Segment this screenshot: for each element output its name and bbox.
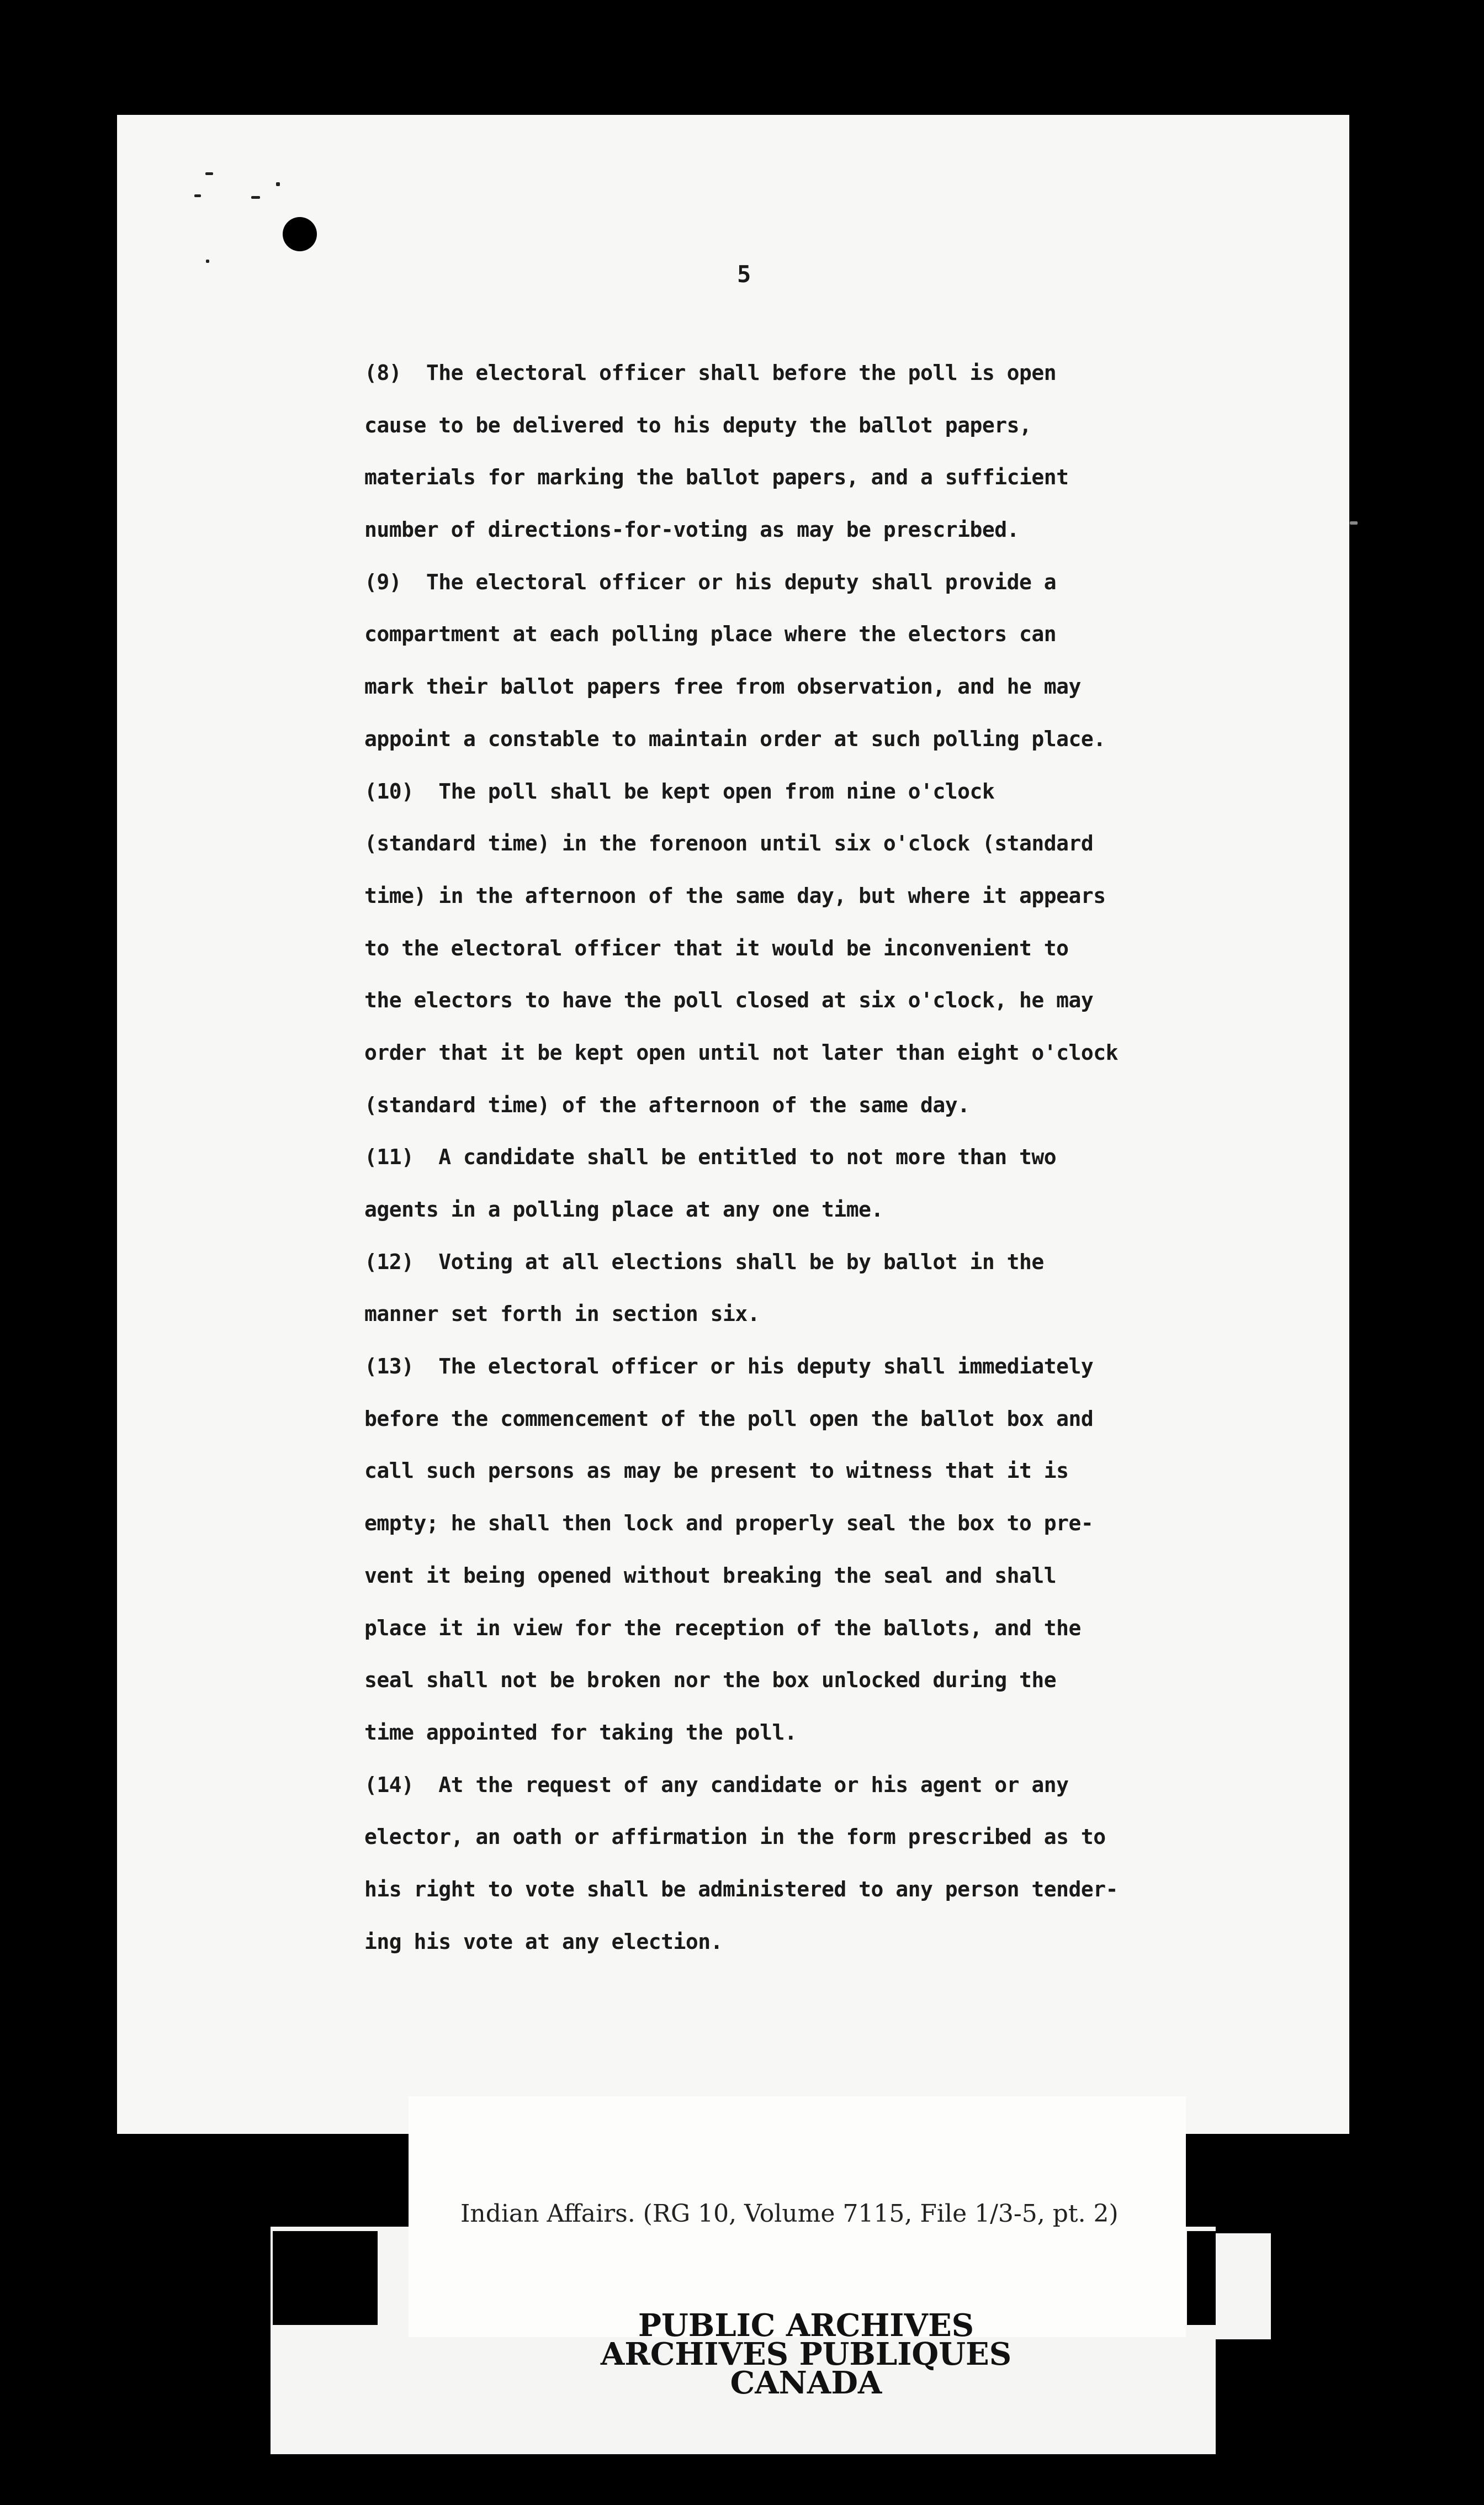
text-line: appoint a constable to maintain order at such polling place. (364, 726, 1106, 751)
stamp-line: CANADA (730, 2365, 882, 2401)
text-line: cause to be delivered to his deputy the ballot papers, (364, 413, 1032, 437)
speck-mark (251, 196, 260, 199)
text-line: elector, an oath or affirmation in the form prescribed as to (364, 1825, 1106, 1849)
label-notch-right (1187, 2231, 1216, 2325)
typed-body-text (364, 347, 1226, 1968)
text-line: (13) The electoral officer or his deputy shall immediately (364, 1354, 1094, 1379)
text-line: (8) The electoral officer shall before the poll is open (364, 361, 1057, 385)
text-line: number of directions-for-voting as may be prescribed. (364, 517, 1020, 542)
text-line: mark their ballot papers free from observation, and he may (364, 674, 1081, 699)
label-notch-left (273, 2231, 378, 2325)
speck-mark (1350, 521, 1358, 525)
text-line: (12) Voting at all elections shall be by ballot in the (364, 1249, 1044, 1274)
text-line: before the commencement of the poll open the ballot box and (364, 1406, 1094, 1431)
stamp-line: ARCHIVES PUBLIQUES (600, 2336, 1012, 2372)
text-line: to the electoral officer that it would be inconvenient to (364, 936, 1069, 960)
punch-hole-mark (283, 217, 317, 251)
speck-mark (206, 260, 209, 263)
archive-reference: Indian Affairs. (RG 10, Volume 7115, File 1/3-5, pt. 2) (460, 2200, 1119, 2228)
text-line: order that it be kept open until not later than eight o'clock (364, 1040, 1119, 1065)
text-line: ing his vote at any election. (364, 1929, 723, 1954)
text-line: (14) At the request of any candidate or his agent or any (364, 1772, 1069, 1797)
text-line: (11) A candidate shall be entitled to not more than two (364, 1145, 1057, 1170)
speck-mark (205, 172, 213, 175)
stamp-line: PUBLIC ARCHIVES (638, 2307, 974, 2344)
text-line: materials for marking the ballot papers, and a sufficient (364, 465, 1069, 490)
speck-mark (194, 194, 201, 197)
text-line: his right to vote shall be administered to any person tender- (364, 1877, 1119, 1901)
text-line: seal shall not be broken nor the box unlocked during the (364, 1668, 1057, 1693)
text-line: (standard time) in the forenoon until six o'clock (standard (364, 831, 1094, 856)
label-clip-right (1216, 2233, 1271, 2339)
text-line: manner set forth in section six. (364, 1302, 760, 1327)
speck-mark (276, 182, 280, 186)
text-line: empty; he shall then lock and properly seal the box to pre- (364, 1511, 1094, 1536)
text-line: call such persons as may be present to witness that it is (364, 1458, 1069, 1483)
text-line: the electors to have the poll closed at six o'clock, he may (364, 988, 1094, 1013)
text-line: agents in a polling place at any one time. (364, 1197, 883, 1222)
text-line: (standard time) of the afternoon of the same day. (364, 1092, 970, 1117)
archive-stamp (558, 2307, 1054, 2401)
text-line: time) in the afternoon of the same day, but where it appears (364, 883, 1106, 908)
text-line: compartment at each polling place where the electors can (364, 622, 1057, 647)
page-number: 5 (737, 261, 751, 288)
text-line: time appointed for taking the poll. (364, 1720, 797, 1745)
text-line: vent it being opened without breaking the seal and shall (364, 1563, 1057, 1588)
text-line: place it in view for the reception of the ballots, and the (364, 1615, 1081, 1640)
text-line: (10) The poll shall be kept open from nine o'clock (364, 779, 995, 804)
text-line: (9) The electoral officer or his deputy shall provide a (364, 569, 1057, 594)
